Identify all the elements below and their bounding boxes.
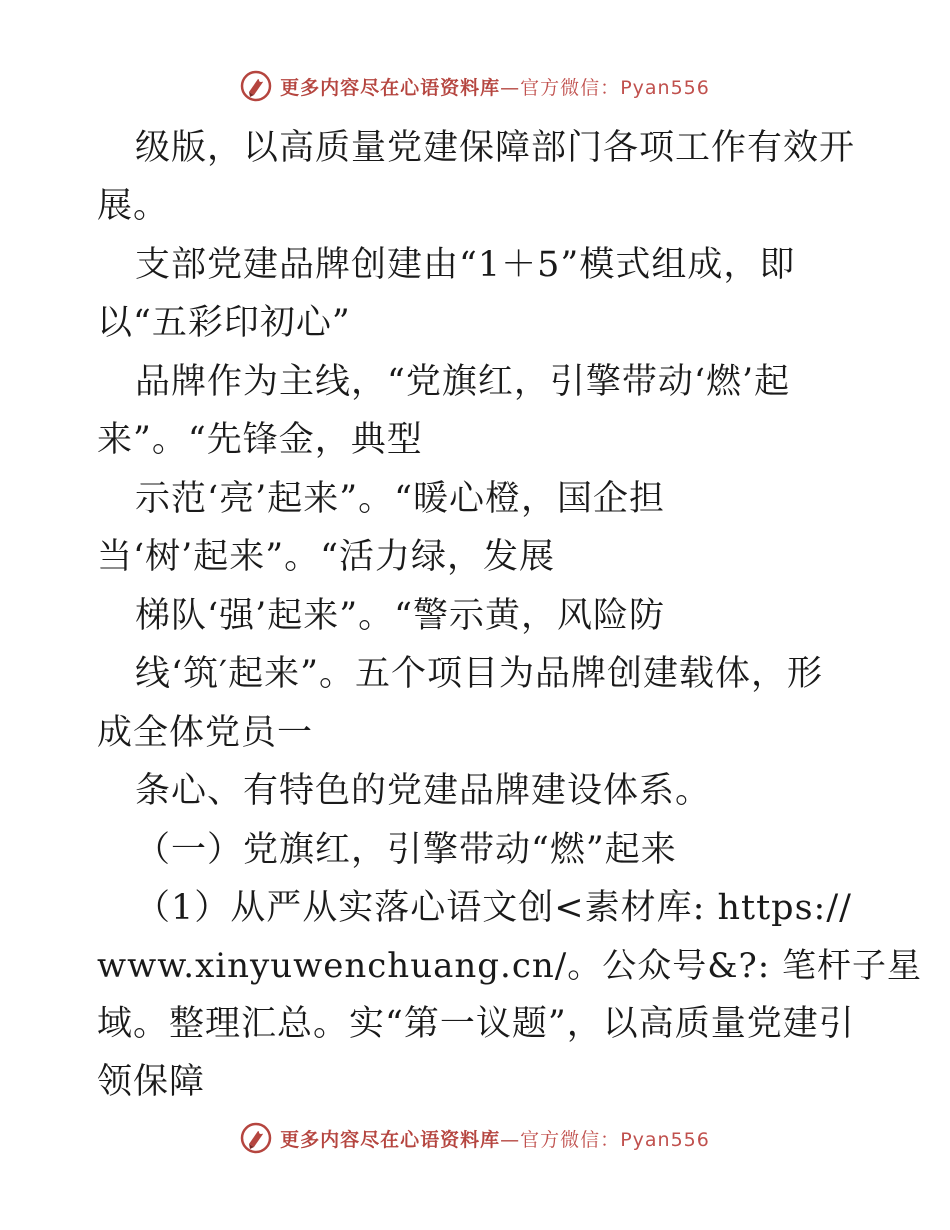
body-line: 以“五彩印初心”	[97, 303, 351, 343]
banner-wechat-label: 官方微信：	[520, 76, 621, 99]
body-line: （1）从严从实落心语文创<素材库: https://	[135, 888, 852, 928]
body-line: 域。整理汇总。实“第一议题”，以高质量党建引	[97, 1004, 855, 1044]
section-heading: （一）党旗红，引擎带动“燃”起来	[135, 830, 677, 870]
banner-wechat-id: Pyan556	[620, 76, 710, 99]
banner-main-text: 更多内容尽在心语资料库	[280, 1128, 501, 1151]
footer-banner	[0, 1122, 950, 1154]
body-line: 示范‘亮’起来”。“暖心橙，国企担	[135, 479, 666, 519]
body-line: 级版，以高质量党建保障部门各项工作有效开	[135, 128, 856, 168]
banner-dash: —	[500, 1128, 521, 1151]
body-line: 条心、有特色的党建品牌建设体系。	[135, 771, 712, 811]
logo-icon	[240, 1122, 272, 1154]
banner-main-text: 更多内容尽在心语资料库	[280, 76, 501, 99]
body-line: 当‘树’起来”。“活力绿，发展	[97, 537, 556, 577]
banner-dash: —	[500, 76, 521, 99]
body-line: www.xinyuwenchuang.cn/。公众号&?: 笔杆子星	[97, 946, 922, 986]
body-line: 成全体党员一	[97, 713, 314, 753]
banner-wechat-id: Pyan556	[620, 1128, 710, 1151]
banner-text	[280, 1125, 710, 1152]
body-line: 支部党建品牌创建由“1＋5”模式组成，即	[135, 245, 796, 285]
body-line: 品牌作为主线，“党旗红，引擎带动‘燃’起	[135, 362, 791, 402]
body-line: 线‘筑′起来”。五个项目为品牌创建载体，形	[135, 654, 823, 694]
banner-wechat-label: 官方微信：	[520, 1128, 621, 1151]
body-line: 展。	[97, 186, 170, 226]
body-line: 梯队‘强’起来”。“警示黄，风险防	[135, 596, 666, 636]
body-line: 领保障	[97, 1062, 206, 1102]
body-line: 来”。“先锋金，典型	[97, 420, 423, 460]
